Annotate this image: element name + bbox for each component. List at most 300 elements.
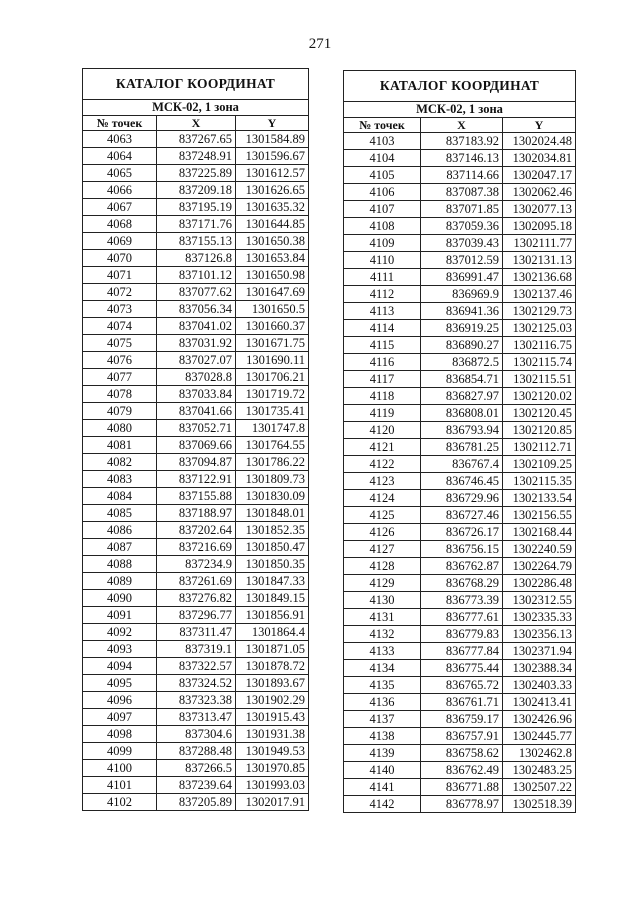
table-row (344, 286, 576, 303)
table-row (83, 709, 309, 726)
point-number-cell: 4071 (83, 267, 157, 284)
y-coordinate-cell: 1301856.91 (236, 607, 309, 624)
point-number-cell: 4068 (83, 216, 157, 233)
y-coordinate-cell: 1301970.85 (236, 760, 309, 777)
column-header-x: X (157, 116, 236, 131)
point-number-cell: 4067 (83, 199, 157, 216)
x-coordinate-cell: 836727.46 (421, 507, 503, 524)
x-coordinate-cell: 836729.96 (421, 490, 503, 507)
table-row (83, 403, 309, 420)
y-coordinate-cell: 1301931.38 (236, 726, 309, 743)
y-coordinate-cell: 1301864.4 (236, 624, 309, 641)
x-coordinate-cell: 836767.4 (421, 456, 503, 473)
x-coordinate-cell: 837155.13 (157, 233, 236, 250)
x-coordinate-cell: 836775.44 (421, 660, 503, 677)
x-coordinate-cell: 837322.57 (157, 658, 236, 675)
point-number-cell: 4123 (344, 473, 421, 490)
table-row (83, 675, 309, 692)
point-number-cell: 4109 (344, 235, 421, 252)
coordinate-catalog-right (343, 70, 576, 813)
y-coordinate-cell: 1301849.15 (236, 590, 309, 607)
table-row (83, 760, 309, 777)
table-row (83, 386, 309, 403)
x-coordinate-cell: 837171.76 (157, 216, 236, 233)
y-coordinate-cell: 1302129.73 (503, 303, 576, 320)
y-coordinate-cell: 1302426.96 (503, 711, 576, 728)
table-row (344, 524, 576, 541)
y-coordinate-cell: 1302462.8 (503, 745, 576, 762)
y-coordinate-cell: 1301596.67 (236, 148, 309, 165)
point-number-cell: 4065 (83, 165, 157, 182)
table-row (344, 796, 576, 813)
x-coordinate-cell: 837094.87 (157, 454, 236, 471)
y-coordinate-cell: 1301671.75 (236, 335, 309, 352)
y-coordinate-cell: 1301747.8 (236, 420, 309, 437)
x-coordinate-cell: 837248.91 (157, 148, 236, 165)
table-row (344, 405, 576, 422)
y-coordinate-cell: 1302111.77 (503, 235, 576, 252)
y-coordinate-cell: 1302120.45 (503, 405, 576, 422)
table-row (83, 777, 309, 794)
point-number-cell: 4108 (344, 218, 421, 235)
y-coordinate-cell: 1302388.34 (503, 660, 576, 677)
point-number-cell: 4097 (83, 709, 157, 726)
x-coordinate-cell: 837311.47 (157, 624, 236, 641)
y-coordinate-cell: 1301650.98 (236, 267, 309, 284)
point-number-cell: 4080 (83, 420, 157, 437)
point-number-cell: 4093 (83, 641, 157, 658)
point-number-cell: 4131 (344, 609, 421, 626)
y-coordinate-cell: 1302116.75 (503, 337, 576, 354)
table-row (344, 660, 576, 677)
point-number-cell: 4104 (344, 150, 421, 167)
point-number-cell: 4076 (83, 352, 157, 369)
point-number-cell: 4126 (344, 524, 421, 541)
point-number-cell: 4096 (83, 692, 157, 709)
x-coordinate-cell: 837056.34 (157, 301, 236, 318)
table-row (344, 728, 576, 745)
x-coordinate-cell: 836779.83 (421, 626, 503, 643)
point-number-cell: 4089 (83, 573, 157, 590)
point-number-cell: 4069 (83, 233, 157, 250)
x-coordinate-cell: 837146.13 (421, 150, 503, 167)
y-coordinate-cell: 1302062.46 (503, 184, 576, 201)
point-number-cell: 4141 (344, 779, 421, 796)
x-coordinate-cell: 837114.66 (421, 167, 503, 184)
point-number-cell: 4103 (344, 133, 421, 150)
catalog-subtitle: МСК-02, 1 зона (344, 102, 576, 118)
y-coordinate-cell: 1302137.46 (503, 286, 576, 303)
point-number-cell: 4082 (83, 454, 157, 471)
point-number-cell: 4121 (344, 439, 421, 456)
y-coordinate-cell: 1302125.03 (503, 320, 576, 337)
point-number-cell: 4063 (83, 131, 157, 148)
x-coordinate-cell: 837205.89 (157, 794, 236, 811)
x-coordinate-cell: 837101.12 (157, 267, 236, 284)
point-number-cell: 4115 (344, 337, 421, 354)
table-row (83, 284, 309, 301)
point-number-cell: 4124 (344, 490, 421, 507)
table-row (344, 320, 576, 337)
y-coordinate-cell: 1302445.77 (503, 728, 576, 745)
table-row (83, 692, 309, 709)
x-coordinate-cell: 837276.82 (157, 590, 236, 607)
point-number-cell: 4074 (83, 318, 157, 335)
y-coordinate-cell: 1302115.51 (503, 371, 576, 388)
y-coordinate-cell: 1302286.48 (503, 575, 576, 592)
x-coordinate-cell: 837031.92 (157, 335, 236, 352)
point-number-cell: 4133 (344, 643, 421, 660)
y-coordinate-cell: 1302017.91 (236, 794, 309, 811)
coordinate-catalog-left (82, 68, 309, 811)
y-coordinate-cell: 1301809.73 (236, 471, 309, 488)
y-coordinate-cell: 1301850.35 (236, 556, 309, 573)
x-coordinate-cell: 837155.88 (157, 488, 236, 505)
x-coordinate-cell: 836969.9 (421, 286, 503, 303)
x-coordinate-cell: 837188.97 (157, 505, 236, 522)
x-coordinate-cell: 837071.85 (421, 201, 503, 218)
table-row (83, 624, 309, 641)
table-row (344, 694, 576, 711)
x-coordinate-cell: 836762.49 (421, 762, 503, 779)
x-coordinate-cell: 837324.52 (157, 675, 236, 692)
y-coordinate-cell: 1302413.41 (503, 694, 576, 711)
x-coordinate-cell: 837041.66 (157, 403, 236, 420)
table-row (344, 541, 576, 558)
table-row (344, 201, 576, 218)
x-coordinate-cell: 837216.69 (157, 539, 236, 556)
y-coordinate-cell: 1302120.02 (503, 388, 576, 405)
point-number-cell: 4110 (344, 252, 421, 269)
y-coordinate-cell: 1301786.22 (236, 454, 309, 471)
x-coordinate-cell: 837261.69 (157, 573, 236, 590)
table-row (344, 711, 576, 728)
y-coordinate-cell: 1302518.39 (503, 796, 576, 813)
y-coordinate-cell: 1301852.35 (236, 522, 309, 539)
point-number-cell: 4105 (344, 167, 421, 184)
x-coordinate-cell: 837239.64 (157, 777, 236, 794)
table-row (83, 539, 309, 556)
point-number-cell: 4086 (83, 522, 157, 539)
point-number-cell: 4122 (344, 456, 421, 473)
y-coordinate-cell: 1302371.94 (503, 643, 576, 660)
table-row (344, 167, 576, 184)
point-number-cell: 4134 (344, 660, 421, 677)
table-row (344, 626, 576, 643)
point-number-cell: 4129 (344, 575, 421, 592)
y-coordinate-cell: 1301612.57 (236, 165, 309, 182)
table-row (344, 490, 576, 507)
table-row (83, 267, 309, 284)
y-coordinate-cell: 1301584.89 (236, 131, 309, 148)
table-row (83, 437, 309, 454)
table-row (344, 762, 576, 779)
y-coordinate-cell: 1302133.54 (503, 490, 576, 507)
point-number-cell: 4120 (344, 422, 421, 439)
table-row (83, 743, 309, 760)
table-row (344, 745, 576, 762)
y-coordinate-cell: 1302403.33 (503, 677, 576, 694)
table-row (83, 454, 309, 471)
x-coordinate-cell: 836758.62 (421, 745, 503, 762)
x-coordinate-cell: 836756.15 (421, 541, 503, 558)
catalog-subtitle: МСК-02, 1 зона (83, 100, 309, 116)
table-row (344, 269, 576, 286)
table-row (344, 677, 576, 694)
y-coordinate-cell: 1302156.55 (503, 507, 576, 524)
point-number-cell: 4100 (83, 760, 157, 777)
table-row (83, 556, 309, 573)
point-number-cell: 4106 (344, 184, 421, 201)
point-number-cell: 4112 (344, 286, 421, 303)
x-coordinate-cell: 837087.38 (421, 184, 503, 201)
x-coordinate-cell: 836777.61 (421, 609, 503, 626)
table-row (83, 182, 309, 199)
point-number-cell: 4085 (83, 505, 157, 522)
point-number-cell: 4136 (344, 694, 421, 711)
table-row (344, 439, 576, 456)
y-coordinate-cell: 1302312.55 (503, 592, 576, 609)
y-coordinate-cell: 1301650.5 (236, 301, 309, 318)
x-coordinate-cell: 836771.88 (421, 779, 503, 796)
y-coordinate-cell: 1301915.43 (236, 709, 309, 726)
table-row (83, 607, 309, 624)
y-coordinate-cell: 1302112.71 (503, 439, 576, 456)
x-coordinate-cell: 837122.91 (157, 471, 236, 488)
y-coordinate-cell: 1301735.41 (236, 403, 309, 420)
table-row (344, 235, 576, 252)
table-row (344, 609, 576, 626)
x-coordinate-cell: 837267.65 (157, 131, 236, 148)
table-row (83, 199, 309, 216)
y-coordinate-cell: 1301830.09 (236, 488, 309, 505)
y-coordinate-cell: 1302109.25 (503, 456, 576, 473)
y-coordinate-cell: 1301893.67 (236, 675, 309, 692)
y-coordinate-cell: 1301850.47 (236, 539, 309, 556)
table-row (344, 779, 576, 796)
column-header-y: Y (236, 116, 309, 131)
x-coordinate-cell: 836773.39 (421, 592, 503, 609)
x-coordinate-cell: 837319.1 (157, 641, 236, 658)
x-coordinate-cell: 837028.8 (157, 369, 236, 386)
y-coordinate-cell: 1302047.17 (503, 167, 576, 184)
point-number-cell: 4066 (83, 182, 157, 199)
table-row (344, 133, 576, 150)
x-coordinate-cell: 836761.71 (421, 694, 503, 711)
table-row (344, 371, 576, 388)
table-row (83, 641, 309, 658)
point-number-cell: 4091 (83, 607, 157, 624)
y-coordinate-cell: 1302240.59 (503, 541, 576, 558)
table-row (344, 252, 576, 269)
table-row (83, 488, 309, 505)
x-coordinate-cell: 837077.62 (157, 284, 236, 301)
x-coordinate-cell: 836765.72 (421, 677, 503, 694)
point-number-cell: 4087 (83, 539, 157, 556)
x-coordinate-cell: 837296.77 (157, 607, 236, 624)
catalog-title: КАТАЛОГ КООРДИНАТ (83, 69, 309, 100)
x-coordinate-cell: 836793.94 (421, 422, 503, 439)
point-number-cell: 4135 (344, 677, 421, 694)
point-number-cell: 4130 (344, 592, 421, 609)
point-number-cell: 4140 (344, 762, 421, 779)
table-row (83, 726, 309, 743)
y-coordinate-cell: 1301626.65 (236, 182, 309, 199)
point-number-cell: 4081 (83, 437, 157, 454)
table-row (344, 218, 576, 235)
point-number-cell: 4137 (344, 711, 421, 728)
table-row (83, 522, 309, 539)
y-coordinate-cell: 1302483.25 (503, 762, 576, 779)
x-coordinate-cell: 836778.97 (421, 796, 503, 813)
point-number-cell: 4101 (83, 777, 157, 794)
column-header-point-number: № точек (83, 116, 157, 131)
x-coordinate-cell: 836759.17 (421, 711, 503, 728)
y-coordinate-cell: 1301993.03 (236, 777, 309, 794)
x-coordinate-cell: 837195.19 (157, 199, 236, 216)
table-row (344, 337, 576, 354)
table-row (344, 456, 576, 473)
point-number-cell: 4107 (344, 201, 421, 218)
x-coordinate-cell: 836808.01 (421, 405, 503, 422)
x-coordinate-cell: 836726.17 (421, 524, 503, 541)
column-header-x: X (421, 118, 503, 133)
point-number-cell: 4102 (83, 794, 157, 811)
x-coordinate-cell: 836781.25 (421, 439, 503, 456)
point-number-cell: 4094 (83, 658, 157, 675)
x-coordinate-cell: 837304.6 (157, 726, 236, 743)
table-row (83, 369, 309, 386)
point-number-cell: 4142 (344, 796, 421, 813)
point-number-cell: 4127 (344, 541, 421, 558)
table-row (344, 422, 576, 439)
x-coordinate-cell: 837041.02 (157, 318, 236, 335)
table-row (83, 335, 309, 352)
table-row (83, 216, 309, 233)
x-coordinate-cell: 837225.89 (157, 165, 236, 182)
table-row (83, 301, 309, 318)
x-coordinate-cell: 836762.87 (421, 558, 503, 575)
y-coordinate-cell: 1301902.29 (236, 692, 309, 709)
y-coordinate-cell: 1301878.72 (236, 658, 309, 675)
table-row (83, 420, 309, 437)
x-coordinate-cell: 836827.97 (421, 388, 503, 405)
table-row (83, 505, 309, 522)
x-coordinate-cell: 837012.59 (421, 252, 503, 269)
point-number-cell: 4092 (83, 624, 157, 641)
table-row (344, 303, 576, 320)
table-row (83, 658, 309, 675)
x-coordinate-cell: 837069.66 (157, 437, 236, 454)
point-number-cell: 4098 (83, 726, 157, 743)
y-coordinate-cell: 1302264.79 (503, 558, 576, 575)
point-number-cell: 4084 (83, 488, 157, 505)
table-row (83, 318, 309, 335)
table-row (344, 473, 576, 490)
point-number-cell: 4116 (344, 354, 421, 371)
table-row (344, 354, 576, 371)
y-coordinate-cell: 1302120.85 (503, 422, 576, 439)
table-row (83, 794, 309, 811)
point-number-cell: 4073 (83, 301, 157, 318)
point-number-cell: 4113 (344, 303, 421, 320)
point-number-cell: 4088 (83, 556, 157, 573)
x-coordinate-cell: 837209.18 (157, 182, 236, 199)
y-coordinate-cell: 1302115.35 (503, 473, 576, 490)
y-coordinate-cell: 1301847.33 (236, 573, 309, 590)
y-coordinate-cell: 1301719.72 (236, 386, 309, 403)
table-row (344, 507, 576, 524)
table-row (344, 388, 576, 405)
x-coordinate-cell: 836919.25 (421, 320, 503, 337)
y-coordinate-cell: 1302024.48 (503, 133, 576, 150)
point-number-cell: 4083 (83, 471, 157, 488)
point-number-cell: 4128 (344, 558, 421, 575)
x-coordinate-cell: 837033.84 (157, 386, 236, 403)
table-row (83, 148, 309, 165)
y-coordinate-cell: 1302168.44 (503, 524, 576, 541)
table-row (344, 184, 576, 201)
x-coordinate-cell: 837288.48 (157, 743, 236, 760)
point-number-cell: 4099 (83, 743, 157, 760)
point-number-cell: 4117 (344, 371, 421, 388)
table-row (344, 643, 576, 660)
table-row (83, 590, 309, 607)
point-number-cell: 4070 (83, 250, 157, 267)
x-coordinate-cell: 836757.91 (421, 728, 503, 745)
y-coordinate-cell: 1301653.84 (236, 250, 309, 267)
x-coordinate-cell: 837039.43 (421, 235, 503, 252)
table-row (83, 233, 309, 250)
x-coordinate-cell: 836890.27 (421, 337, 503, 354)
point-number-cell: 4079 (83, 403, 157, 420)
y-coordinate-cell: 1302115.74 (503, 354, 576, 371)
y-coordinate-cell: 1302095.18 (503, 218, 576, 235)
x-coordinate-cell: 837323.38 (157, 692, 236, 709)
y-coordinate-cell: 1301949.53 (236, 743, 309, 760)
table-row (83, 352, 309, 369)
x-coordinate-cell: 837027.07 (157, 352, 236, 369)
table-row (344, 575, 576, 592)
table-row (83, 250, 309, 267)
x-coordinate-cell: 837202.64 (157, 522, 236, 539)
x-coordinate-cell: 837052.71 (157, 420, 236, 437)
y-coordinate-cell: 1302131.13 (503, 252, 576, 269)
y-coordinate-cell: 1302136.68 (503, 269, 576, 286)
point-number-cell: 4111 (344, 269, 421, 286)
table-row (83, 165, 309, 182)
y-coordinate-cell: 1301848.01 (236, 505, 309, 522)
point-number-cell: 4095 (83, 675, 157, 692)
x-coordinate-cell: 836872.5 (421, 354, 503, 371)
x-coordinate-cell: 837183.92 (421, 133, 503, 150)
x-coordinate-cell: 837313.47 (157, 709, 236, 726)
point-number-cell: 4075 (83, 335, 157, 352)
y-coordinate-cell: 1301871.05 (236, 641, 309, 658)
point-number-cell: 4114 (344, 320, 421, 337)
y-coordinate-cell: 1301764.55 (236, 437, 309, 454)
point-number-cell: 4072 (83, 284, 157, 301)
y-coordinate-cell: 1301647.69 (236, 284, 309, 301)
y-coordinate-cell: 1301644.85 (236, 216, 309, 233)
x-coordinate-cell: 836854.71 (421, 371, 503, 388)
table-row (344, 592, 576, 609)
x-coordinate-cell: 836991.47 (421, 269, 503, 286)
y-coordinate-cell: 1302507.22 (503, 779, 576, 796)
point-number-cell: 4139 (344, 745, 421, 762)
point-number-cell: 4064 (83, 148, 157, 165)
x-coordinate-cell: 837059.36 (421, 218, 503, 235)
